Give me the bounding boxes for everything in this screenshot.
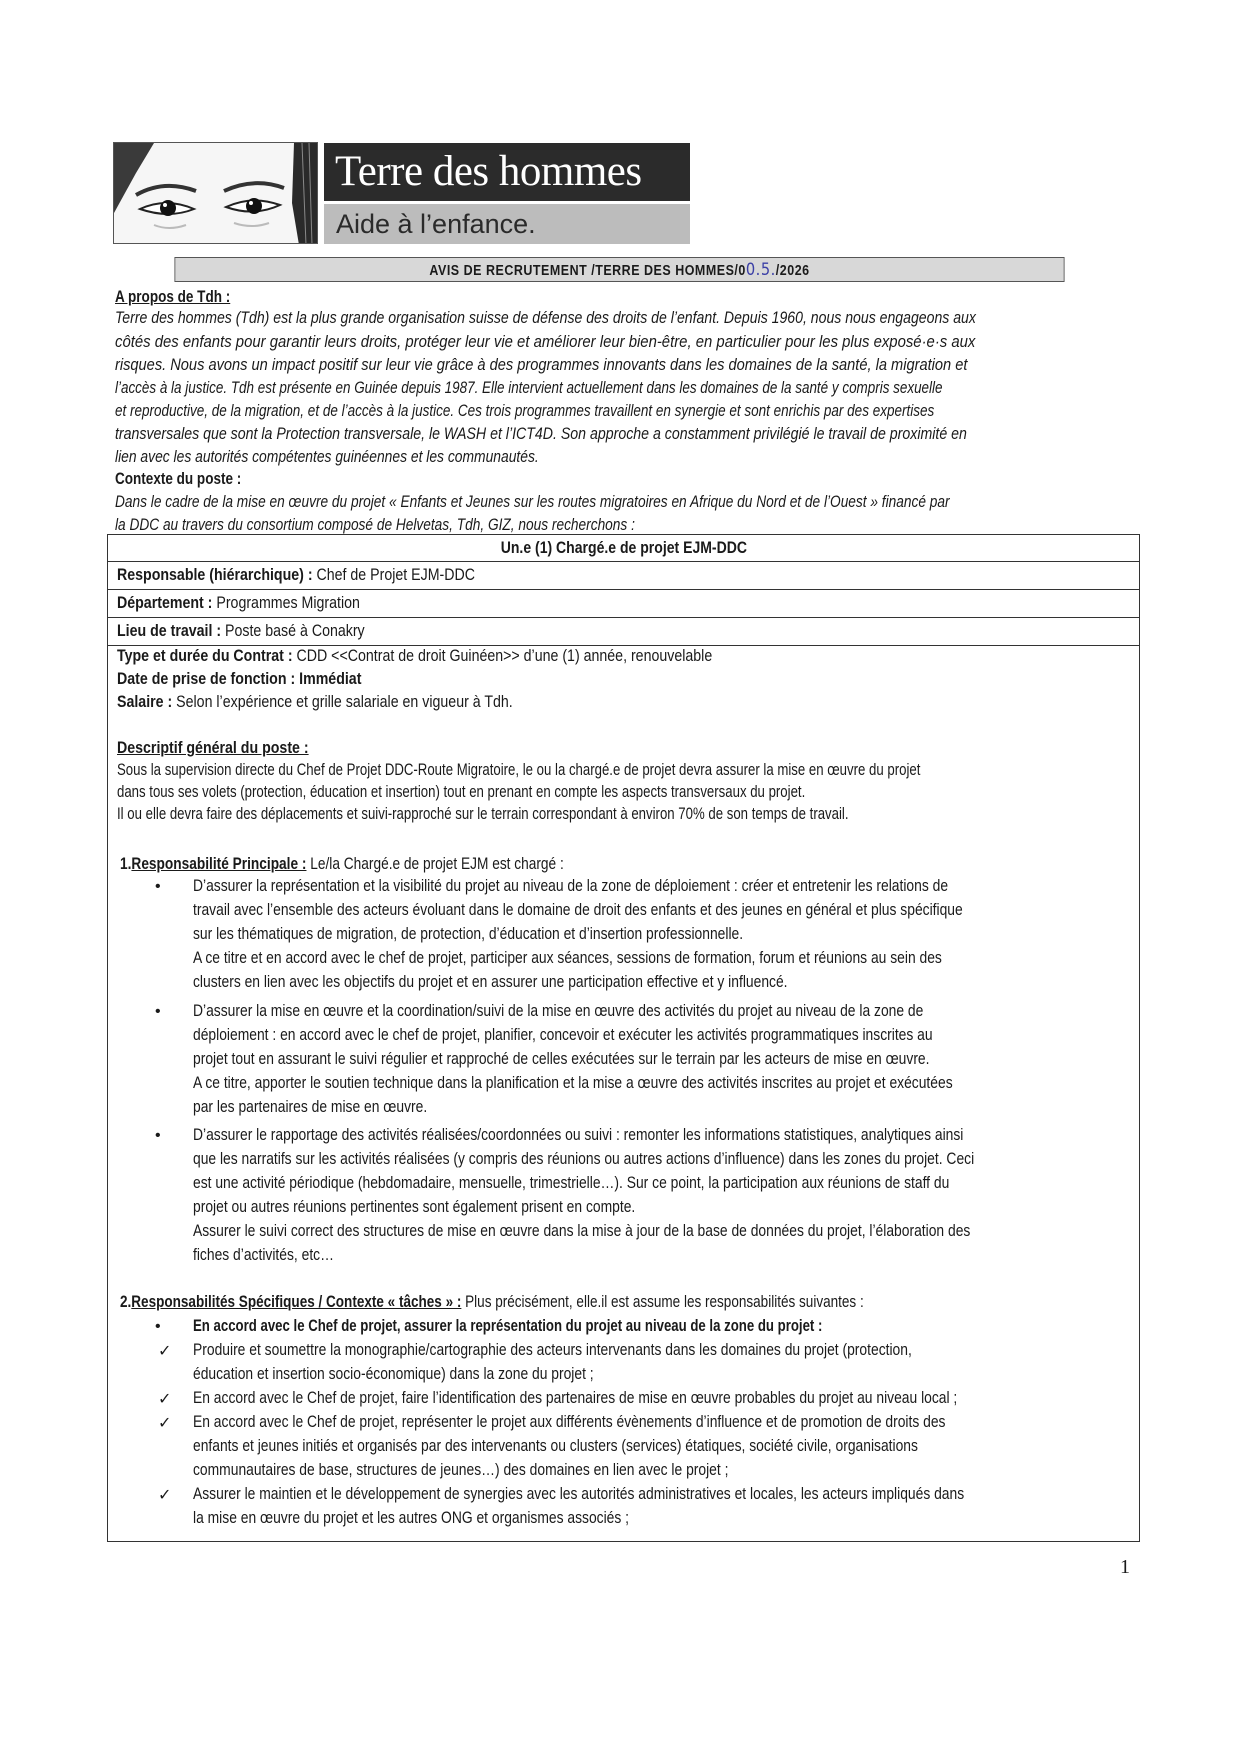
about-line: transversales que sont la Protection transversale, le WASH et l’ICT4D. Son approche a constamment privilégié le travail de proximité en xyxy=(115,425,967,443)
section2-number: 2. xyxy=(120,1293,132,1311)
field-value: Chef de Projet EJM-DDC xyxy=(312,566,476,584)
bullet-icon: • xyxy=(155,1318,161,1335)
field-departement xyxy=(117,594,360,613)
bullet-line: par les partenaires de mise en œuvre. xyxy=(193,1098,428,1116)
check-line: Assurer le maintien et le développement de synergies avec les autorités administratives et locales, les acteurs impliqués dans xyxy=(193,1485,965,1503)
bullet-line: clusters en lien avec les objectifs du projet et en assurer une participation effective et y influencé. xyxy=(193,973,788,991)
bullet-line: que les narratifs sur les activités réalisées (y compris des réunions ou autres actions d’influence) dans les zones du projet. Ceci xyxy=(193,1150,975,1168)
recruitment-banner xyxy=(174,257,1064,282)
about-line: lien avec les autorités compétentes guinéennes et les communautés. xyxy=(115,448,539,466)
eyes-icon xyxy=(114,143,318,244)
field-label: Date de prise de fonction : Immédiat xyxy=(117,670,362,688)
check-line: En accord avec le Chef de projet, représenter le projet aux différents évènements d’influence et de promotion de droits des xyxy=(193,1413,946,1431)
bullet-line: est une activité périodique (hebdomadaire, mensuelle, trimestrielle…). Sur ce point, la participation aux réunions de staff du xyxy=(193,1174,950,1192)
table-divider xyxy=(107,589,1140,590)
about-line: côtés des enfants pour garantir leurs droits, protéger leur vie et améliorer leur bien-être, en particulier pour les plus exposé·e·s aux xyxy=(115,333,976,351)
logo-title: Terre des hommes xyxy=(324,143,690,201)
check-line: la mise en œuvre du projet et les autres ONG et organismes associés ; xyxy=(193,1509,630,1527)
description-line: Sous la supervision directe du Chef de Projet DDC-Route Migratoire, le ou la chargé.e de projet devra assurer la mise en œuvre du projet xyxy=(117,761,921,779)
description-heading: Descriptif général du poste : xyxy=(117,739,309,757)
section2-heading-row xyxy=(120,1293,864,1312)
field-label: Lieu de travail : xyxy=(117,622,222,640)
field-responsable xyxy=(117,566,475,585)
bullet-line: fiches d’activités, etc… xyxy=(193,1246,334,1264)
about-line: et reproductive, de la migration, et de l’accès à la justice. Ces trois programmes travaillent en synergie et sont enrichis par des expertises xyxy=(115,402,935,420)
about-line: risques. Nous avons un impact positif sur leur vie grâce à des programmes innovants dans les domaines de la santé, la migration et xyxy=(115,356,968,374)
context-line: Dans le cadre de la mise en œuvre du projet « Enfants et Jeunes sur les routes migratoires en Afrique du Nord et de l’Ouest » financé par xyxy=(115,493,950,511)
bullet-line: A ce titre et en accord avec le chef de projet, participer aux séances, sessions de formation, forum et réunions au sein des xyxy=(193,949,942,967)
check-icon: ✓ xyxy=(158,1343,172,1360)
banner-handwritten-number: 0.5. xyxy=(745,260,776,280)
check-line: communautaires de base, structures de jeunes…) des domaines en lien avec le projet ; xyxy=(193,1461,729,1479)
about-line: Terre des hommes (Tdh) est la plus grande organisation suisse de défense des droits de l’enfant. Depuis 1960, nous nous engageons aux xyxy=(115,309,976,327)
context-line: la DDC au travers du consortium composé de Helvetas, Tdh, GIZ, nous recherchons : xyxy=(115,516,635,534)
field-label: Salaire : xyxy=(117,693,173,711)
about-line: l’accès à la justice. Tdh est présente en Guinée depuis 1987. Elle intervient actuellement dans les domaines de la santé y compris sexuelle xyxy=(115,379,943,397)
section1-number: 1. xyxy=(120,855,132,873)
bullet-line: travail avec l’ensemble des acteurs évoluant dans le domaine de droit des enfants et des jeunes en général et plus spécifique xyxy=(193,901,963,919)
bullet-icon: • xyxy=(155,1003,161,1020)
about-heading: A propos de Tdh : xyxy=(115,288,231,306)
check-line: éducation et insertion socio-économique) dans la zone du projet ; xyxy=(193,1365,594,1383)
field-value: Selon l’expérience et grille salariale en vigueur à Tdh. xyxy=(172,693,513,711)
banner-prefix: AVIS DE RECRUTEMENT /TERRE DES HOMMES/0 xyxy=(429,263,746,279)
bullet-line: D’assurer la représentation et la visibilité du projet au niveau de la zone de déploiement : créer et entretenir les relations de xyxy=(193,877,949,895)
description-line: Il ou elle devra faire des déplacements et suivi-rapproché sur le terrain correspondant à environ 70% de son temps de travail. xyxy=(117,805,849,823)
field-contrat xyxy=(117,647,712,666)
check-line: Produire et soumettre la monographie/cartographie des acteurs intervenants dans les domaines du projet (protection, xyxy=(193,1341,912,1359)
logo-subtitle: Aide à l’enfance. xyxy=(324,204,690,244)
logo-eyes-image xyxy=(113,142,318,244)
context-heading: Contexte du poste : xyxy=(115,470,242,488)
check-icon: ✓ xyxy=(158,1415,172,1432)
bullet-icon: • xyxy=(155,878,161,895)
bullet-line: projet ou autres réunions pertinentes sont également prisent en compte. xyxy=(193,1198,636,1216)
bullet-line: projet tout en assurant le suivi régulier et rapproché de celles exécutées sur le terrain par les acteurs de mise en œuvre. xyxy=(193,1050,930,1068)
check-line: enfants et jeunes initiés et organisés par des intervenants ou clusters (services) étatiques, société civile, organisations xyxy=(193,1437,918,1455)
check-icon: ✓ xyxy=(158,1487,172,1504)
bullet-icon: • xyxy=(155,1127,161,1144)
field-lieu xyxy=(117,622,365,641)
bullet-line: sur les thématiques de migration, de protection, d’éducation et d’insertion professionnelle. xyxy=(193,925,744,943)
description-line: dans tous ses volets (protection, éducation et insertion) tout en prenant en compte les aspects transversaux du projet. xyxy=(117,783,806,801)
section1-heading: Responsabilité Principale : xyxy=(131,855,307,873)
page-number: 1 xyxy=(1120,1556,1130,1578)
field-value: CDD <<Contrat de droit Guinéen>> d’une (1) année, renouvelable xyxy=(292,647,713,665)
field-salaire xyxy=(117,693,513,712)
table-divider xyxy=(107,617,1140,618)
banner-suffix: /2026 xyxy=(775,263,810,279)
section1-intro: Le/la Chargé.e de projet EJM est chargé : xyxy=(306,855,564,873)
table-divider xyxy=(107,561,1140,562)
bullet-line: Assurer le suivi correct des structures de mise en œuvre dans la mise à jour de la base de données du projet, l’élaboration des xyxy=(193,1222,971,1240)
check-line: En accord avec le Chef de projet, faire l’identification des partenaires de mise en œuvre probables du projet au niveau local ; xyxy=(193,1389,958,1407)
section2-bold-bullet: En accord avec le Chef de projet, assurer la représentation du projet au niveau de la zone du projet : xyxy=(193,1317,823,1335)
section2-heading: Responsabilités Spécifiques / Contexte « tâches » : xyxy=(131,1293,462,1311)
bullet-line: D’assurer la mise en œuvre et la coordination/suivi de la mise en œuvre des activités du projet au niveau de la zone de xyxy=(193,1002,924,1020)
field-label: Département : xyxy=(117,594,213,612)
field-date xyxy=(117,670,361,689)
section2-intro: Plus précisément, elle.il est assume les responsabilités suivantes : xyxy=(461,1293,864,1311)
field-value: Programmes Migration xyxy=(212,594,360,612)
bullet-line: A ce titre, apporter le soutien technique dans la planification et la mise a œuvre des activités inscrites au projet et exécutées xyxy=(193,1074,953,1092)
field-label: Responsable (hiérarchique) : xyxy=(117,566,313,584)
bullet-line: D’assurer le rapportage des activités réalisées/coordonnées ou suivi : remonter les informations statistiques, analytiques ainsi xyxy=(193,1126,964,1144)
field-value: Poste basé à Conakry xyxy=(221,622,365,640)
position-title-row xyxy=(107,539,1140,558)
field-label: Type et durée du Contrat : xyxy=(117,647,293,665)
section1-heading-row xyxy=(120,855,564,874)
check-icon: ✓ xyxy=(158,1391,172,1408)
table-divider xyxy=(107,645,1140,646)
bullet-line: déploiement : en accord avec le chef de projet, planifier, concevoir et exécuter les activités programmatiques inscrites au xyxy=(193,1026,933,1044)
position-title: Un.e (1) Chargé.e de projet EJM-DDC xyxy=(500,539,747,557)
